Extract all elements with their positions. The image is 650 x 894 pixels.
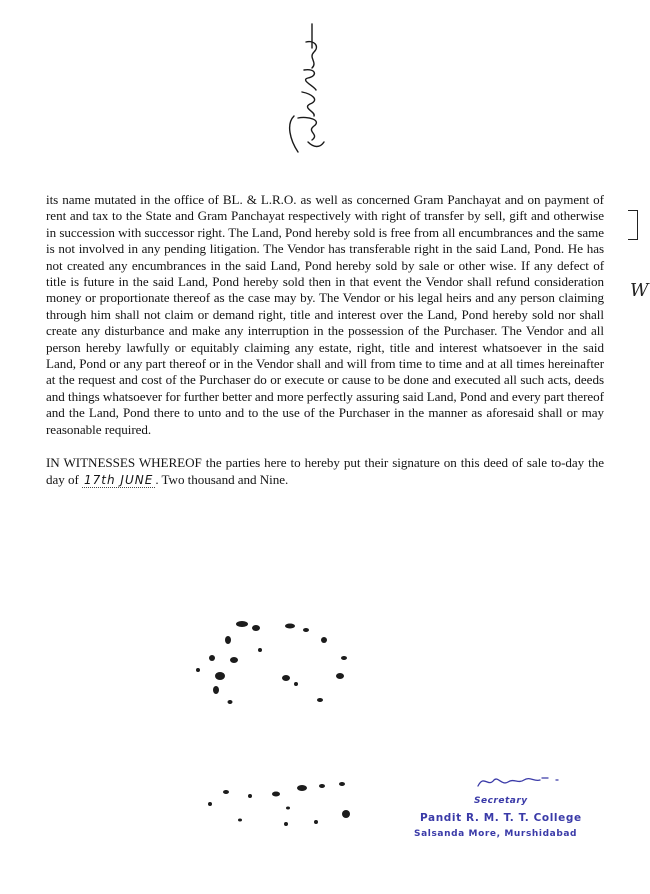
stamp-college-name: Pandit R. M. T. T. College (420, 812, 582, 824)
secretary-stamp (412, 768, 602, 858)
witness-outro: . Two thousand and Nine. (155, 471, 289, 487)
stamp-role: Secretary (474, 796, 528, 806)
deed-body (46, 192, 604, 488)
witness-clause (46, 455, 604, 488)
margin-bracket-mark (628, 210, 638, 240)
vertical-handwritten-signature (268, 20, 358, 160)
deed-main-paragraph: its name mutated in the office of BL. & L.R.O. as well as concerned Gram Panchayat and on payment of rent and tax to the State and Gram Panchayat respectively with right of transfer by sell, gift and otherwise in succession with successor right. The Land, Pond hereby sold is free from all encumbrances and the same is not involved in any pending litigation. The Vendor has transferable right in the said Land, Pond. He has not created any encumbrances in the said Land, Pond hereby sold by sale or other wise. If any defect of title is future in the said Land, Pond hereby sold then in that event the Vendor shall refund consideration money or proportionate thereof as the case may by. The Vendor or his legal heirs and any person claiming through him shall not claim or demand right, title and interest over the Land, Pond hereby sold nor shall create any disturbance and make any interruption in the possession of the Purchaser. The Vendor and all person hereby lawfully or equitably claiming any estate, right, title and interest whatsoever in the said Land, Pond or any part thereof or in the Vendor shall and will from time to time and at all times hereinafter at the request and cost of the Purchaser do or execute or cause to be done and executed all such acts, deeds and things whatsoever for further better and more perfectly assuring said Land, Pond and every part thereof and the Land, Pond there to unto and to the use of the Purchaser in the manner as aforesaid shall or may reasonable required. (46, 192, 604, 437)
secretary-signature (474, 768, 574, 794)
witness-intro: IN WITNESSES WHEREOF the parties here to hereby put their signature on this deed of sale to-day the day of (46, 455, 604, 487)
faded-seal-marks (110, 610, 380, 840)
stamp-address: Salsanda More, Murshidabad (414, 829, 578, 839)
handwritten-date: 17th JUNE (84, 472, 154, 487)
margin-initial: W (630, 280, 649, 301)
